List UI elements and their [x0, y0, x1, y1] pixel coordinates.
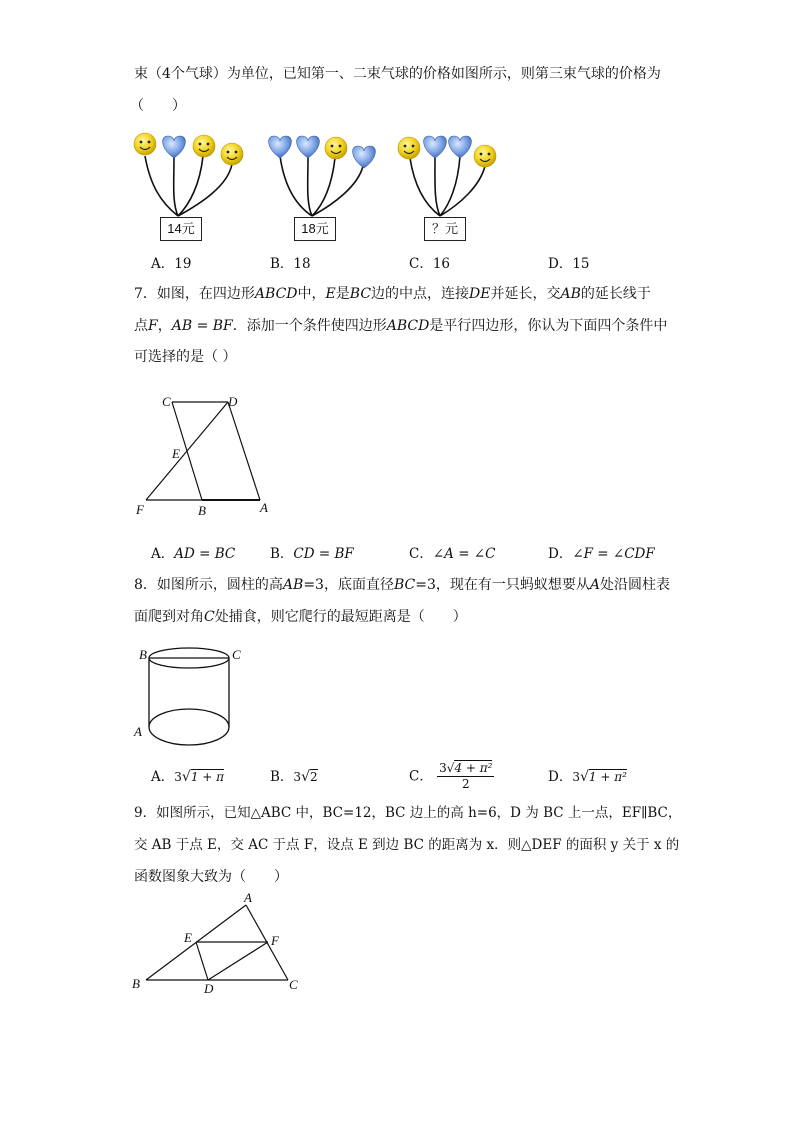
- segment-ed: [196, 942, 208, 980]
- q7-option-a[interactable]: [151, 544, 235, 564]
- option-value: 15: [572, 256, 590, 272]
- option-denominator: 2: [461, 777, 470, 791]
- option-radicand: 2: [309, 770, 318, 784]
- option-value: 18: [293, 256, 311, 272]
- q8-option-d[interactable]: [548, 767, 627, 787]
- label-b: B: [132, 976, 140, 991]
- q9-text-line1: 9．如图所示，已知△ABC 中，BC=12，BC 边上的高 h=6，D 为 BC 上一点，EF∥BC，: [134, 805, 682, 821]
- smiley-balloon-icon: [398, 137, 420, 159]
- q8-cylinder-figure: [130, 640, 260, 755]
- smiley-balloon-icon: [193, 135, 215, 157]
- segment-fd: [146, 402, 228, 500]
- smiley-balloon-icon: [134, 133, 156, 155]
- option-label: C．: [409, 768, 433, 785]
- q9-text-line2: 交 AB 于点 E，交 AC 于点 F，设点 E 到边 BC 的距离为 x．则△DEF 的面积 y 关于 x 的: [134, 837, 680, 853]
- balloon-bunch-3: [398, 136, 496, 216]
- label-c: C: [232, 647, 241, 662]
- q7-text-line2: 点F，AB = BF．添加一个条件使四边形ABCD是平行四边形，你认为下面四个条件中: [134, 318, 668, 334]
- q6-text-line2: （ ）: [130, 98, 186, 114]
- price-box-1: 14元: [160, 217, 202, 241]
- option-label: B．: [270, 769, 294, 785]
- cylinder-bottom-ellipse: [149, 709, 229, 745]
- label-f: F: [271, 933, 279, 948]
- option-value: 19: [174, 256, 192, 272]
- heart-balloon-icon: [163, 136, 186, 158]
- label-d: D: [204, 981, 214, 996]
- q7-quadrilateral-figure: [130, 390, 290, 520]
- option-value: ∠F = ∠CDF: [572, 546, 655, 562]
- label-b: B: [198, 503, 206, 518]
- q6-option-d[interactable]: [548, 254, 590, 274]
- label-c: C: [162, 394, 171, 409]
- sqrt-sign: √: [446, 761, 455, 775]
- smiley-balloon-icon: [221, 143, 243, 165]
- option-label: A．: [151, 546, 175, 562]
- q8-option-b[interactable]: [270, 767, 318, 787]
- option-value: AD = BC: [174, 546, 236, 562]
- option-coef: 3: [174, 770, 182, 784]
- sqrt-sign: √: [181, 769, 191, 785]
- sqrt-sign: √: [579, 769, 589, 785]
- option-value: CD = BF: [293, 546, 354, 562]
- option-label: D．: [548, 769, 573, 785]
- label-d: D: [228, 394, 238, 409]
- smiley-balloon-icon: [325, 137, 347, 159]
- q8-option-c[interactable]: [409, 761, 494, 792]
- label-a: A: [134, 724, 142, 739]
- label-e: E: [172, 446, 180, 461]
- option-radicand: 1 + π: [190, 770, 225, 784]
- heart-balloon-icon: [353, 146, 376, 168]
- q9-text-line3: 函数图象大致为（ ）: [134, 869, 288, 885]
- q7-option-c[interactable]: [409, 544, 495, 564]
- heart-balloon-icon: [424, 136, 447, 158]
- heart-balloon-icon: [449, 136, 472, 158]
- q9-triangle-figure: [128, 890, 308, 1000]
- q6-option-c[interactable]: [409, 254, 450, 274]
- q8-text-line2: 面爬到对角C处捕食，则它爬行的最短距离是（ ）: [134, 609, 467, 625]
- sqrt-sign: √: [301, 769, 310, 785]
- q6-text-line1: 束（4个气球）为单位，已知第一、二束气球的价格如图所示，则第三束气球的价格为: [134, 66, 661, 82]
- option-value: ∠A = ∠C: [432, 546, 496, 562]
- q8-text-line1: 8．如图所示，圆柱的高AB=3，底面直径BC=3，现在有一只蚂蚁想要从A处沿圆柱表: [134, 577, 670, 593]
- option-radicand: 4 + π²: [454, 761, 493, 775]
- option-label: D．: [548, 546, 573, 562]
- q7-option-d[interactable]: [548, 544, 655, 564]
- label-e: E: [184, 930, 192, 945]
- option-coef: 3: [293, 770, 302, 784]
- label-a: A: [260, 500, 268, 515]
- option-radicand: 1 + π²: [588, 770, 627, 784]
- q7-text-line1: 7．如图，在四边形ABCD中，E是BC边的中点，连接DE并延长，交AB的延长线于: [134, 286, 651, 302]
- option-label: C．: [409, 256, 433, 272]
- smiley-balloon-icon: [474, 145, 496, 167]
- option-label: B．: [270, 546, 294, 562]
- option-coef: 3: [439, 761, 447, 775]
- heart-balloon-icon: [269, 136, 292, 158]
- segment-df: [208, 942, 268, 980]
- option-value: 16: [432, 256, 451, 272]
- balloon-bunch-1: [134, 133, 243, 216]
- q8-option-a[interactable]: [151, 767, 224, 787]
- price-box-3: ？元: [424, 217, 466, 241]
- q7-option-b[interactable]: [270, 544, 354, 564]
- label-b: B: [139, 647, 147, 662]
- q7-text-line3: 可选择的是（ ）: [134, 349, 237, 365]
- option-label: A．: [151, 256, 175, 272]
- q6-option-b[interactable]: [270, 254, 311, 274]
- balloon-bunch-2: [269, 136, 376, 216]
- label-a: A: [244, 890, 252, 905]
- q6-option-a[interactable]: [151, 254, 191, 274]
- label-f: F: [136, 502, 144, 517]
- option-coef: 3: [572, 770, 580, 784]
- option-fraction: [437, 761, 494, 792]
- option-label: A．: [151, 769, 175, 785]
- option-label: D．: [548, 256, 573, 272]
- heart-balloon-icon: [297, 136, 320, 158]
- option-label: C．: [409, 546, 433, 562]
- segment-da: [228, 402, 260, 500]
- option-label: B．: [270, 256, 294, 272]
- price-box-2: 18元: [294, 217, 336, 241]
- label-c: C: [289, 977, 298, 992]
